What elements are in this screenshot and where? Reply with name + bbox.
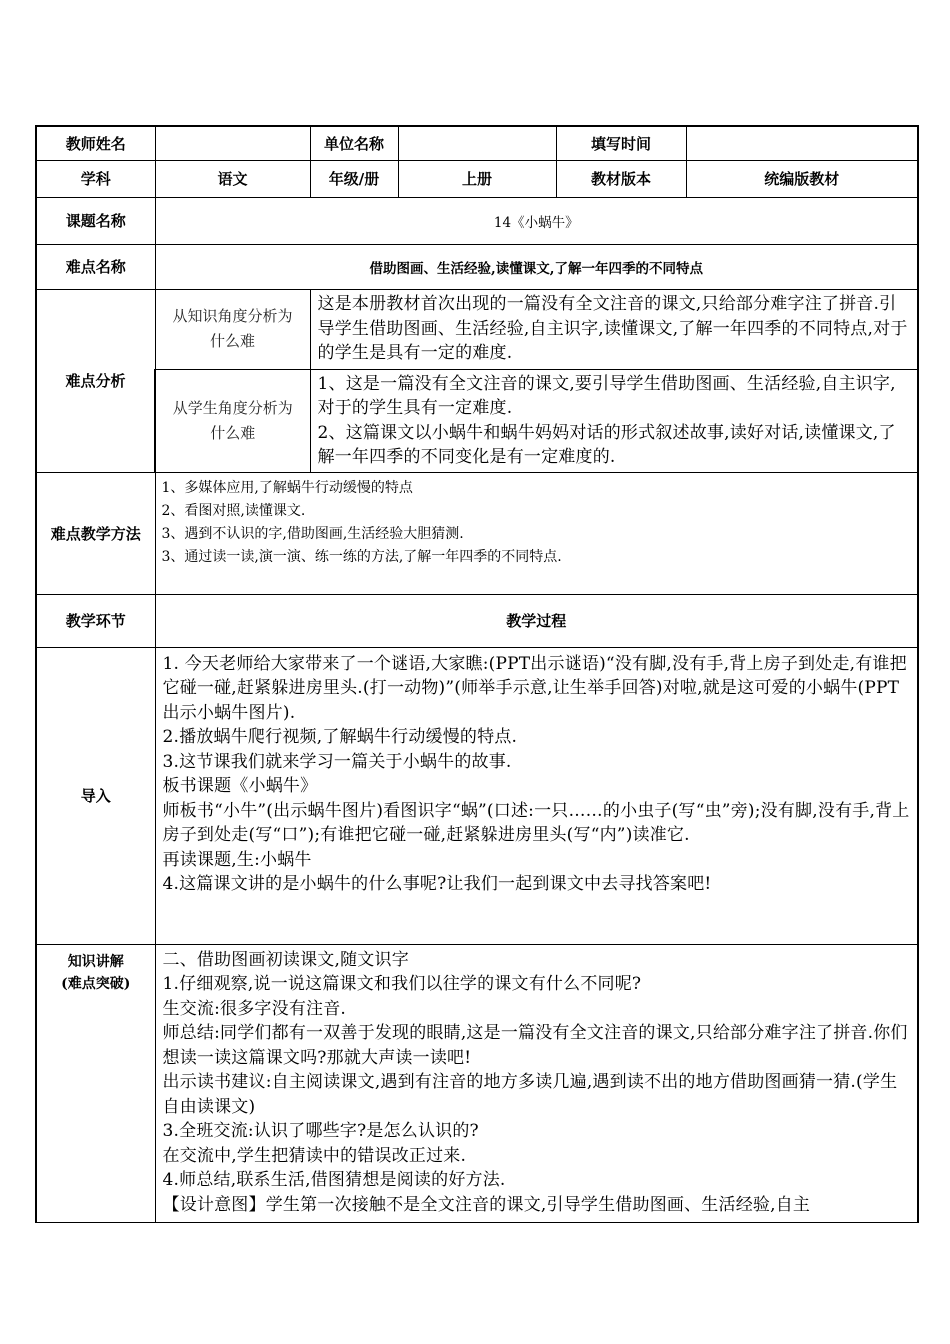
knowledge-line: 二、借助图画初读课文,随文识字 [162, 949, 409, 970]
subject-label: 学科 [36, 160, 155, 197]
row-topic [36, 197, 918, 244]
row-intro [36, 647, 918, 944]
edition-label: 教材版本 [556, 160, 686, 197]
methods-item: 3、遇到不认识的字,借助图画,生活经验大胆猜测. [161, 525, 464, 542]
difficulty-value: 借助图画、生活经验,读懂课文,了解一年四季的不同特点 [155, 244, 918, 289]
teacher-name-value [155, 126, 310, 160]
knowledge-angle-text: 这是本册教材首次出现的一篇没有全文注音的课文,只给部分难字注了拼音.引导学生借助图画、生活经验,自主识字,读懂课文,了解一年四季的不同特点,对于的学生是具有一定的难度. [310, 289, 918, 369]
fill-time-label: 填写时间 [556, 126, 686, 160]
intro-line: 2.播放蜗牛爬行视频,了解蜗牛行动缓慢的特点. [162, 727, 518, 747]
grade-value: 上册 [398, 160, 556, 197]
analysis-label: 难点分析 [36, 289, 155, 472]
knowledge-line: 生交流:很多字没有注音. [162, 998, 347, 1019]
row-difficulty [36, 244, 918, 289]
intro-content [155, 647, 918, 944]
unit-label: 单位名称 [310, 126, 398, 160]
student-angle-line: 2、这篇课文以小蜗牛和蜗牛妈妈对话的形式叙述故事,读好对话,读懂课文,了解一年四季的不同变化是有一定难度的. [317, 422, 896, 467]
topic-label: 课题名称 [36, 197, 155, 244]
unit-value [398, 126, 556, 160]
knowledge-line: 师总结:同学们都有一双善于发现的眼睛,这是一篇没有全文注音的课文,只给部分难字注了拼音.你们想读一读这篇课文吗?那就大声读一读吧! [162, 1023, 908, 1068]
grade-label: 年级/册 [310, 160, 398, 197]
row-subject-info [36, 160, 918, 197]
methods-item: 1、多媒体应用,了解蜗牛行动缓慢的特点 [161, 479, 413, 496]
knowledge-line: 3.全班交流:认识了哪些字?是怎么认识的? [162, 1121, 479, 1141]
intro-line: 1. 今天老师给大家带来了一个谜语,大家瞧:(PPT出示谜语)“没有脚,没有手,背上房子到处走,有谁把它碰一碰,赶紧躲进房里头.(打一动物)”(师举手示意,让生举手回答)对啦,就是这可爱的小蜗牛(PPT出示小蜗牛图片). [162, 653, 907, 723]
student-angle-line: 1、这是一篇没有全文注音的课文,要引导学生借助图画、生活经验,自主识字,对于的学生具有一定难度. [317, 373, 896, 418]
row-analysis-student [36, 369, 918, 472]
process-header: 教学过程 [155, 594, 918, 647]
intro-line: 师板书“小牛”(出示蜗牛图片)看图识字“蜗”(口述:一只……的小虫子(写“虫”旁);没有脚,没有手,背上房子到处走(写“口”);有谁把它碰一碰,赶紧躲进房里头(写“内”)读准它. [162, 800, 910, 845]
subject-value: 语文 [155, 160, 310, 197]
row-analysis-knowledge [36, 289, 918, 369]
knowledge-line: 1.仔细观察,说一说这篇课文和我们以往学的课文有什么不同呢? [162, 974, 642, 994]
row-methods [36, 472, 918, 594]
intro-label: 导入 [36, 647, 155, 944]
row-knowledge [36, 944, 918, 1222]
knowledge-line: 4.师总结,联系生活,借图猜想是阅读的好方法. [162, 1170, 506, 1190]
difficulty-label: 难点名称 [36, 244, 155, 289]
methods-list [155, 472, 918, 594]
lesson-plan-table [35, 125, 919, 1223]
row-teacher-info [36, 126, 918, 160]
knowledge-label-line2: (难点突破) [61, 975, 131, 992]
methods-item: 3、通过读一读,演一演、练一练的方法,了解一年四季的不同特点. [161, 548, 562, 565]
topic-value: 14《小蜗牛》 [155, 197, 918, 244]
knowledge-content [155, 944, 918, 1222]
methods-item: 2、看图对照,读懂课文. [161, 502, 306, 519]
knowledge-line: 【设计意图】学生第一次接触不是全文注音的课文,引导学生借助图画、生活经验,自主 [162, 1194, 811, 1215]
intro-line: 板书课题《小蜗牛》 [162, 776, 318, 796]
knowledge-label-line1: 知识讲解 [67, 953, 124, 970]
knowledge-section-label [36, 944, 155, 1222]
edition-value: 统编版教材 [686, 160, 918, 197]
intro-line: 3.这节课我们就来学习一篇关于小蜗牛的故事. [162, 751, 512, 772]
knowledge-line: 出示读书建议:自主阅读课文,遇到有注音的地方多读几遍,遇到读不出的地方借助图画猜一猜.(学生自由读课文) [162, 1072, 898, 1117]
knowledge-angle-label: 从知识角度分析为什么难 [155, 289, 310, 369]
row-process-header [36, 594, 918, 647]
student-angle-label: 从学生角度分析为什么难 [155, 369, 310, 472]
stage-header: 教学环节 [36, 594, 155, 647]
intro-line: 4.这篇课文讲的是小蜗牛的什么事呢?让我们一起到课文中去寻找答案吧! [162, 874, 712, 894]
student-angle-text [310, 369, 918, 472]
knowledge-line: 在交流中,学生把猜读中的错误改正过来. [162, 1145, 467, 1166]
intro-line: 再读课题,生:小蜗牛 [162, 849, 312, 870]
teacher-name-label: 教师姓名 [36, 126, 155, 160]
fill-time-value [686, 126, 918, 160]
methods-label: 难点教学方法 [36, 472, 155, 594]
